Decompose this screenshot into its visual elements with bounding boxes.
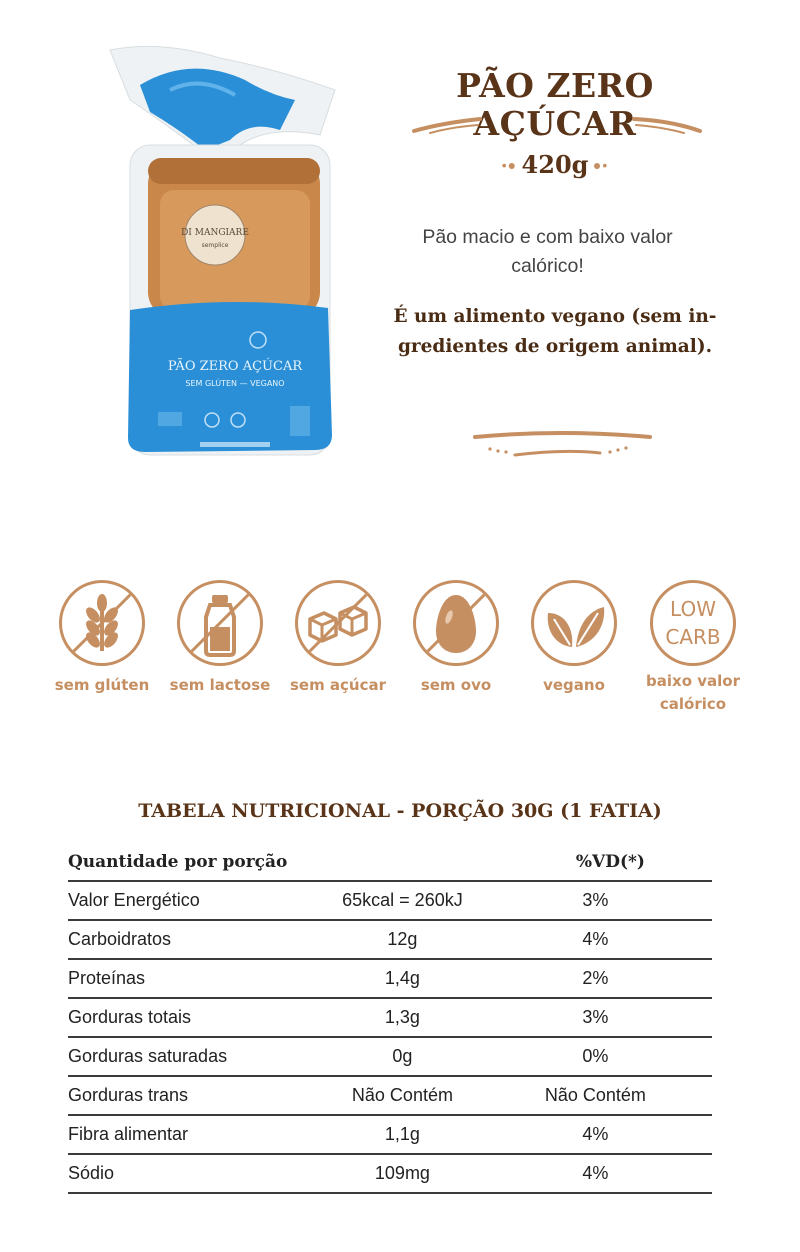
nutrient-dv: 4%: [479, 920, 712, 959]
product-description: Pão macio e com baixo valor calórico!: [422, 226, 673, 277]
nutrient-amount: 65kcal = 260kJ: [326, 881, 479, 920]
nutrient-amount: 1,3g: [326, 998, 479, 1037]
nutrient-amount: 12g: [326, 920, 479, 959]
badge-label: [634, 670, 752, 716]
product-weight: 420g: [521, 150, 589, 179]
product-title-line1: PÃO ZERO: [456, 66, 654, 105]
decorative-swoosh-icon: [470, 425, 655, 465]
nutrient-name: Valor Energético: [68, 881, 326, 920]
badge-label-line1: baixo valor: [646, 672, 740, 690]
nutrient-name: Sódio: [68, 1154, 326, 1193]
header-daily-value: %VD(*): [479, 843, 712, 881]
nutrient-amount: 109mg: [326, 1154, 479, 1193]
nutrient-dv: 0%: [479, 1037, 712, 1076]
table-row: [68, 881, 712, 920]
nutrient-dv: 3%: [479, 881, 712, 920]
table-header-row: [68, 843, 712, 881]
nutrition-table: [68, 843, 712, 1194]
nutrient-amount: 1,1g: [326, 1115, 479, 1154]
low-carb-icon: [650, 580, 736, 666]
table-row: [68, 998, 712, 1037]
nutrient-name: Gorduras totais: [68, 998, 326, 1037]
nutrient-name: Gorduras saturadas: [68, 1037, 326, 1076]
table-row: [68, 1076, 712, 1115]
weight-row: [400, 150, 710, 179]
badge-egg-free: [397, 580, 515, 697]
nutrient-amount: Não Contém: [326, 1076, 479, 1115]
badge-gluten-free: [43, 580, 161, 697]
table-row: [68, 1115, 712, 1154]
badge-label: sem açúcar: [289, 676, 387, 694]
badge-label-line2: calórico: [659, 695, 727, 713]
nutrient-dv: 4%: [479, 1154, 712, 1193]
nutrient-name: Carboidratos: [68, 920, 326, 959]
table-row: [68, 959, 712, 998]
nutrient-amount: 1,4g: [326, 959, 479, 998]
badge-label: sem ovo: [420, 676, 492, 694]
table-row: [68, 1037, 712, 1076]
nutrition-table-title: TABELA NUTRICIONAL - PORÇÃO 30G (1 FATIA): [138, 800, 662, 822]
nutrient-name: Proteínas: [68, 959, 326, 998]
nutrient-name: Gorduras trans: [68, 1076, 326, 1115]
badge-vegan: [515, 580, 633, 697]
nutrient-dv: 2%: [479, 959, 712, 998]
table-row: [68, 1154, 712, 1193]
package-subtitle: SEM GLÚTEN — VEGANO: [185, 379, 285, 388]
table-row: [68, 920, 712, 959]
nutrient-name: Fibra alimentar: [68, 1115, 326, 1154]
dots-left-icon: •●: [501, 156, 518, 173]
header-value: [326, 843, 479, 881]
badge-sugar-free: [279, 580, 397, 697]
package-brand-sub: semplice: [201, 242, 229, 249]
badge-label: vegano: [543, 676, 605, 694]
low-carb-line2: CARB: [665, 625, 721, 649]
leaves-icon: [534, 583, 614, 663]
title-swoosh-right: [632, 113, 702, 137]
badge-low-carb: [634, 580, 752, 716]
nutrient-dv: Não Contém: [479, 1076, 712, 1115]
header-quantity: Quantidade por porção: [68, 843, 326, 881]
badge-lactose-free: [161, 580, 279, 697]
dots-right-icon: ●•: [592, 156, 609, 173]
nutrient-dv: 4%: [479, 1115, 712, 1154]
product-description-bold: É um alimento vegano (sem in-gredientes de origem animal).: [393, 306, 717, 357]
package-title: PÃO ZERO AÇÚCAR: [167, 359, 303, 374]
product-title-line2: AÇÚCAR: [473, 104, 637, 143]
badge-label: sem glúten: [54, 676, 150, 694]
nutrient-dv: 3%: [479, 998, 712, 1037]
package-brand: DI MANGIARE: [181, 228, 249, 238]
title-swoosh-left: [412, 113, 482, 137]
product-image: [100, 40, 350, 460]
low-carb-line1: LOW: [670, 597, 716, 621]
badge-label: sem lactose: [169, 676, 271, 694]
nutrient-amount: 0g: [326, 1037, 479, 1076]
